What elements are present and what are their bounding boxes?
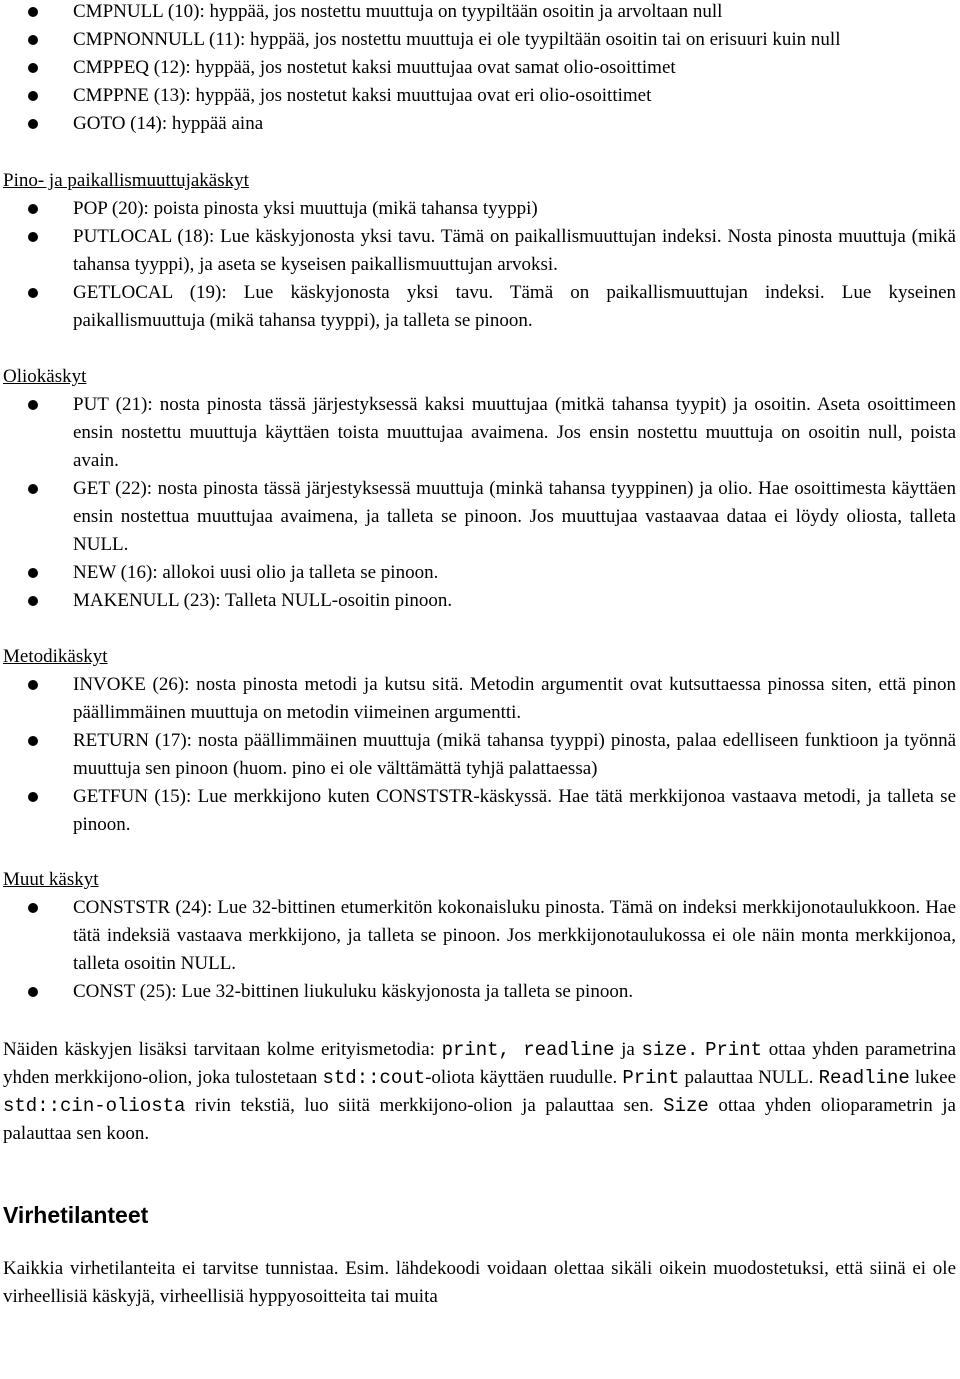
code-size: size. [641,1039,699,1061]
section-heading-other: Muut käskyt [3,869,99,890]
section-heading-stack: Pino- ja paikallismuuttujakäskyt [3,170,249,191]
code-print-readline: print, readline [441,1039,615,1061]
code-std-cout: std::cout [322,1067,426,1089]
bullet-icon [28,63,38,73]
bullet-icon [28,903,38,913]
list-item: GOTO (14): hyppää aina [0,110,960,138]
list-item: CONSTSTR (24): Lue 32-bittinen etumerkitön kokonaisluku pinosta. Tämä on indeksi merkkijonotaulukkoon. Hae tätä indeksiä vastaava merkkijono, ja talleta se pinoon. Jos merkkijonotaulukossa ei ole näin monta merkkijonoa, talleta osoitin NULL. [0,894,960,978]
code-print: Print [705,1039,763,1061]
list-item: RETURN (17): nosta päällimmäinen muuttuja (mikä tahansa tyyppi) pinosta, palaa edelliseen funktioon ja työnnä muuttuja sen pinoon (huom. pino ei ole välttämättä tyhjä palattaessa) [0,727,960,783]
bullet-icon [28,232,38,242]
code-readline: Readline [818,1067,910,1089]
bullet-icon [28,91,38,101]
bullet-icon [28,400,38,410]
list-item: CONST (25): Lue 32-bittinen liukuluku käskyjonosta ja talleta se pinoon. [0,978,960,1006]
bullet-icon [28,484,38,494]
code-print-2: Print [622,1067,680,1089]
list-item: CMPPNE (13): hyppää, jos nostetut kaksi muuttujaa ovat eri olio-osoittimet [0,82,960,110]
bullet-icon [28,568,38,578]
jump-instruction-list [0,0,960,138]
bullet-icon [28,596,38,606]
stack-instruction-list [0,195,960,335]
object-instruction-list [0,391,960,615]
other-instruction-list [0,894,960,1006]
bullet-icon [28,35,38,45]
list-item: INVOKE (26): nosta pinosta metodi ja kutsu sitä. Metodin argumentit ovat kutsuttaessa pinossa siten, että pinon päällimmäinen muuttuja on metodin viimeinen argumentti. [0,671,960,727]
list-item: MAKENULL (23): Talleta NULL-osoitin pinoon. [0,587,960,615]
section-heading-object: Oliokäskyt [3,366,87,387]
special-methods-paragraph: Näiden käskyjen lisäksi tarvitaan kolme erityismetodia: print, readline ja size. Print ottaa yhden parametrina yhden merkkijono-olion, joka tulostetaan std::cout-oliota käyttäen ruudulle. Print palauttaa NULL. Readline lukee std::cin-oliosta rivin tekstiä, luo siitä merkkijono-olion ja palauttaa sen. Size ottaa yhden olioparametrin ja palauttaa sen koon. [3,1039,957,1144]
list-item: CMPNONNULL (11): hyppää, jos nostettu muuttuja ei ole tyypiltään osoitin tai on erisuuri kuin null [0,26,960,54]
code-size-2: Size [663,1095,709,1117]
errors-paragraph: Kaikkia virhetilanteita ei tarvitse tunnistaa. Esim. lähdekoodi voidaan olettaa sikäli oikein muodostetuksi, että siinä ei ole virheellisiä käskyjä, virheellisiä hyppyosoitteita tai muita [3,1258,956,1307]
list-item: GETFUN (15): Lue merkkijono kuten CONSTSTR-käskyssä. Hae tätä merkkijonoa vastaava metodi, ja talleta se pinoon. [0,783,960,839]
list-item: GET (22): nosta pinosta tässä järjestyksessä muuttuja (minkä tahansa tyyppinen) ja olio. Hae osoittimesta käyttäen ensin nostettua muuttujaa avaimena, ja talleta se pinoon. Jos muuttujaa vastaavaa dataa ei löydy oliosta, talleta NULL. [0,475,960,559]
list-item: PUTLOCAL (18): Lue käskyjonosta yksi tavu. Tämä on paikallismuuttujan indeksi. Nosta pinosta muuttuja (mikä tahansa tyyppi), ja aseta se kyseisen paikallismuuttujan arvoksi. [0,223,960,279]
list-item: CMPNULL (10): hyppää, jos nostettu muuttuja on tyypiltään osoitin ja arvoltaan null [0,0,960,26]
list-item: NEW (16): allokoi uusi olio ja talleta se pinoon. [0,559,960,587]
bullet-icon [28,288,38,298]
method-instruction-list [0,671,960,839]
bullet-icon [28,204,38,214]
bullet-icon [28,119,38,129]
bullet-icon [28,792,38,802]
bullet-icon [28,987,38,997]
list-item: GETLOCAL (19): Lue käskyjonosta yksi tavu. Tämä on paikallismuuttujan indeksi. Lue kyseinen paikallismuuttuja (mikä tahansa tyyppi), ja talleta se pinoon. [0,279,960,335]
bullet-icon [28,7,38,17]
code-std-cin: std::cin-oliosta [3,1095,186,1117]
section-title-errors: Virhetilanteet [3,1202,149,1228]
list-item: CMPPEQ (12): hyppää, jos nostetut kaksi muuttujaa ovat samat olio-osoittimet [0,54,960,82]
list-item: PUT (21): nosta pinosta tässä järjestyksessä kaksi muuttujaa (mitkä tahansa tyypit) ja osoitin. Aseta osoittimeen ensin nostettu muuttuja käyttäen toista muuttujaa avaimena. Jos ensin nostettu muuttuja on osoitin null, poista avain. [0,391,960,475]
bullet-icon [28,736,38,746]
section-heading-method: Metodikäskyt [3,646,108,667]
bullet-icon [28,680,38,690]
list-item: POP (20): poista pinosta yksi muuttuja (mikä tahansa tyyppi) [0,195,960,223]
